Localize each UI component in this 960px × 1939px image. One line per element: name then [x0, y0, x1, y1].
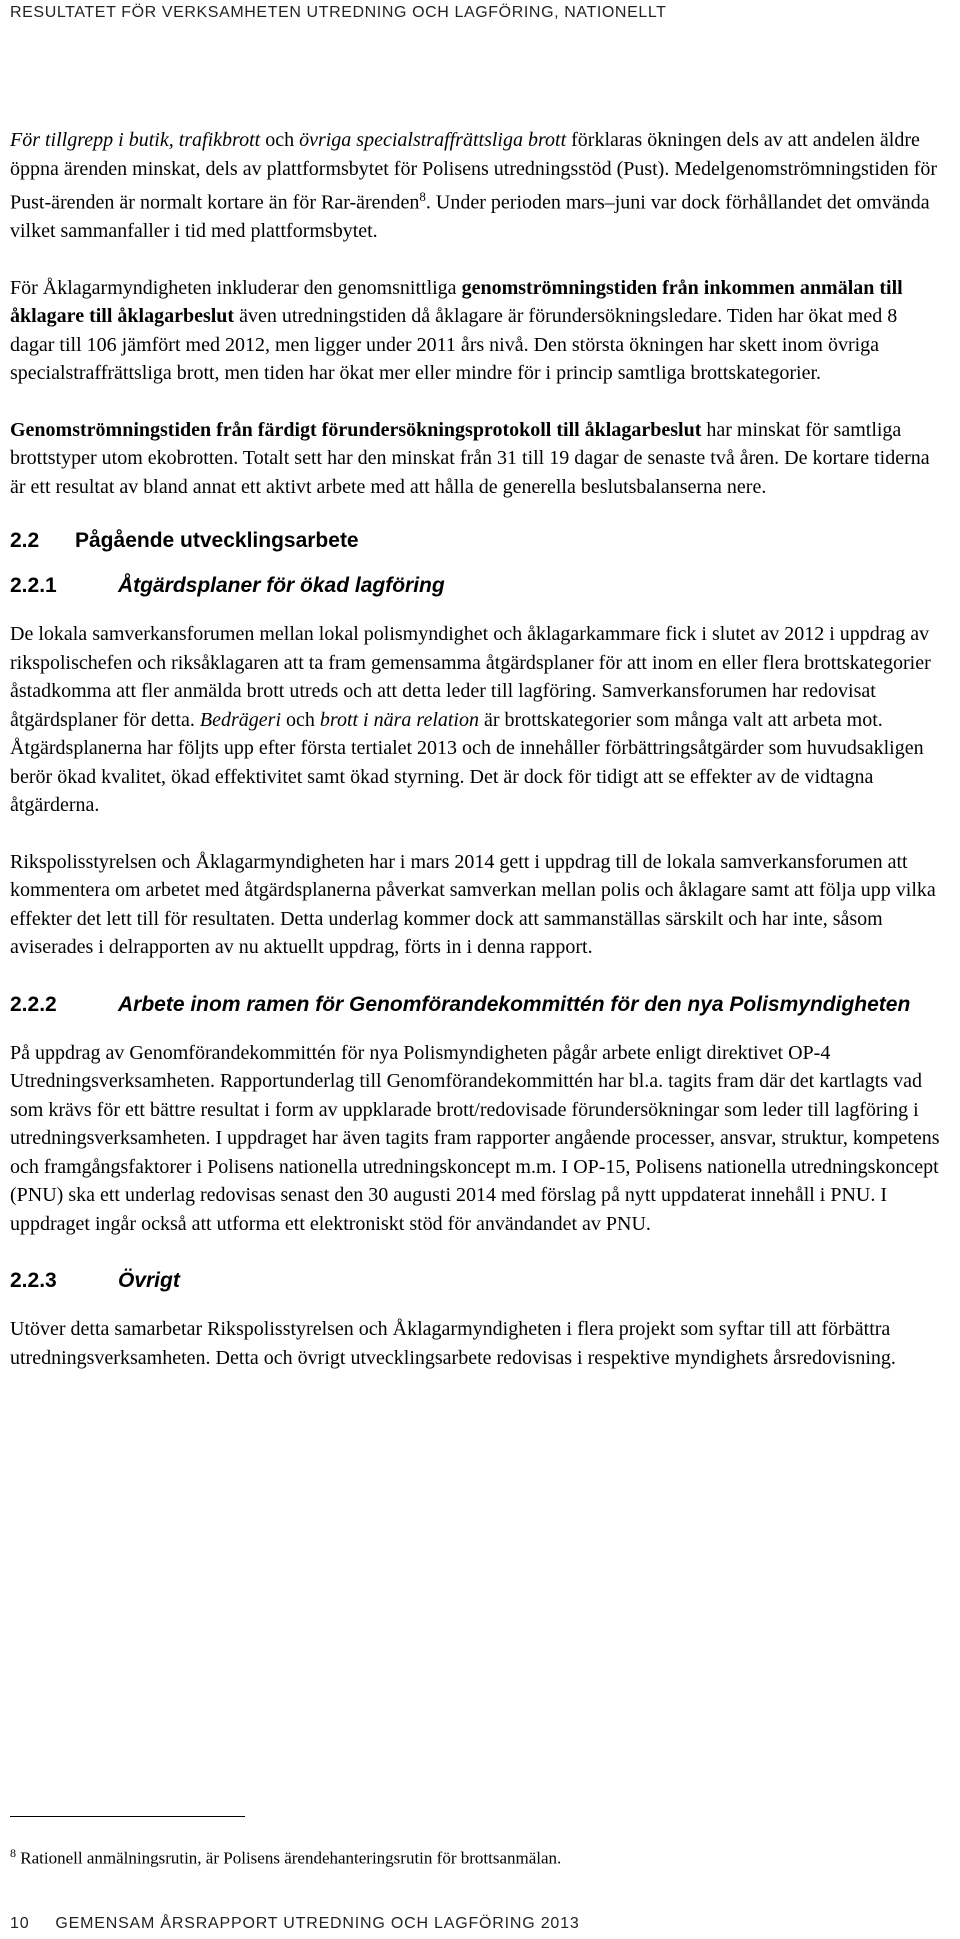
paragraph-ovrigt: Utöver detta samarbetar Rikspolisstyrelsen och Åklagarmyndigheten i flera projekt som syftar till att förbättra utredningsverksamheten. Detta och övrigt utvecklingsarbete redovisas i respektive myndighets årsredovisning.	[10, 1318, 896, 1369]
paragraph-rikspolisstyrelsen: Rikspolisstyrelsen och Åklagarmyndigheten har i mars 2014 gett i uppdrag till de lokala samverkansforumen att kommentera om arbetet med åtgärdsplanerna påverkat samverkan mellan polis och åklagare samt att följa upp vilka effekter det lett till för resultaten. Detta underlag kommer dock att sammanställas särskilt och har inte, såsom aviserades i delrapporten av nu aktuellt uppdrag, förts in i denna rapport.	[10, 850, 936, 959]
text: även utredningstiden då åklagare är förundersökningsledare. Tiden har ökat med 8 dagar till 106 jämfört med 2012, men ligger under 2011 års nivå. Den största ökningen har skett inom övriga specialstraffrättsliga brott, men tiden har ökat mer eller mindre för i princip samtliga brottskategorier.	[10, 305, 898, 385]
footer-title: GEMENSAM ÅRSRAPPORT UTREDNING OCH LAGFÖRING 2013	[55, 1915, 580, 1932]
running-footer	[10, 1915, 580, 1933]
subsection-title: Övrigt	[118, 1269, 180, 1293]
main-content	[10, 126, 945, 1400]
footnote	[10, 1846, 561, 1869]
footnote-text: Rationell anmälningsrutin, är Polisens ärendehanteringsrutin för brottsanmälan.	[16, 1848, 562, 1868]
subsection-heading-2-2-3	[10, 1266, 945, 1295]
footnote-marker: 8	[10, 1846, 16, 1860]
bold-term: Genomströmningstiden från färdigt förundersökningsprotokoll till åklagarbeslut	[10, 418, 702, 441]
paragraph-aklagarmyndigheten	[10, 274, 945, 388]
emphasis: För tillgrepp i butik, trafikbrott	[10, 129, 261, 151]
page-number: 10	[10, 1915, 30, 1932]
text: förklaras ökningen dels av att andelen äldre öppna ärenden minskat, dels av plattformsbytet för Polisens utredningsstöd (Pust). Medelgenomströmningstiden för Pust-ärenden är normalt kortare än för Rar-ärenden	[10, 129, 938, 214]
text: har minskat för samtliga brottstyper utom ekobrotten. Totalt sett har den minskat från 31 till 19 dagar de senaste två åren. De kortare tiderna är ett resultat av bland annat ett aktivt arbete med att hålla de generella beslutsbalanserna nere.	[10, 418, 930, 498]
subsection-number: 2.2.2	[10, 992, 57, 1016]
bold-term: genomströmningstiden från inkommen anmälan till åklagare till åklagarbeslut	[10, 276, 903, 328]
emphasis: övriga specialstraffrättsliga brott	[299, 129, 567, 151]
paragraph-tillgrepp	[10, 126, 945, 246]
text: . Under perioden mars–juni var dock förhållandet det omvända vilket sammanfaller i tid med plattformsbytet.	[10, 191, 930, 243]
footnote-ref[interactable]: 8	[419, 189, 426, 204]
text: och	[260, 129, 300, 151]
subsection-number: 2.2.1	[10, 574, 57, 598]
subsection-number: 2.2.3	[10, 1269, 57, 1293]
section-heading-2-2	[10, 529, 945, 553]
emphasis: brott i nära relation	[319, 708, 479, 731]
paragraph-genomstromningstiden	[10, 416, 945, 502]
emphasis: Bedrägeri	[199, 708, 282, 731]
section-title: Pågående utvecklingsarbete	[75, 529, 359, 553]
text: För Åklagarmyndigheten inkluderar den genomsnittliga	[10, 276, 462, 299]
subsection-heading-2-2-2	[10, 990, 945, 1019]
text: De lokala samverkansforumen mellan lokal polismyndighet och åklagarkammare fick i slutet av 2012 i uppdrag av rikspolischefen och riksåklagaren att ta fram gemensamma åtgärdsplaner för att inom en eller flera brottskategorier åstadkomma att fler anmälda brott utreds och att detta leder till lagföring. Samverkansforumen har redovisat åtgärdsplaner för detta.	[10, 623, 931, 731]
running-header: RESULTATET FÖR VERKSAMHETEN UTREDNING OCH LAGFÖRING, NATIONELLT	[10, 4, 667, 21]
text: är brottskategorier som många valt att arbeta mot. Åtgärdsplanerna har följts upp efter första tertialet 2013 och de innehåller förbättringsåtgärder som huvudsakligen berör ökad kvalitet, ökad effektivitet samt ökad styrning. Det är dock för tidigt att se effekter av de vidtagna åtgärderna.	[10, 708, 924, 817]
subsection-heading-2-2-1	[10, 571, 945, 600]
subsection-title: Arbete inom ramen för Genomförandekommittén för den nya Polismyndigheten	[118, 992, 911, 1016]
section-number: 2.2	[10, 529, 40, 553]
paragraph-genomforandekommitten: På uppdrag av Genomförandekommittén för nya Polismyndigheten pågår arbete enligt direktivet OP-4 Utredningsverksamheten. Rapportunderlag till Genomförandekommittén har bl.a. tagits fram där det kartlagts vad som krävs för ett bättre resultat i form av uppklarade brott/redovisade förundersökningar som leder till lagföring i utredningsverksamheten. I uppdraget har även tagits fram rapporter angående processer, ansvar, struktur, kompetens och framgångsfaktorer i Polisens nationella utredningskoncept m.m. I OP-15, Polisens nationella utredningskoncept (PNU) ska ett underlag redovisas senast den 30 augusti 2014 med förslag på nytt uppdaterat innehåll i PNU. I uppdraget ingår också att utforma ett elektroniskt stöd för användandet av PNU.	[10, 1041, 940, 1235]
footnote-divider	[10, 1816, 245, 1817]
paragraph-atgardsplaner	[10, 620, 945, 820]
subsection-title: Åtgärdsplaner för ökad lagföring	[118, 574, 445, 598]
text: och	[281, 708, 320, 731]
